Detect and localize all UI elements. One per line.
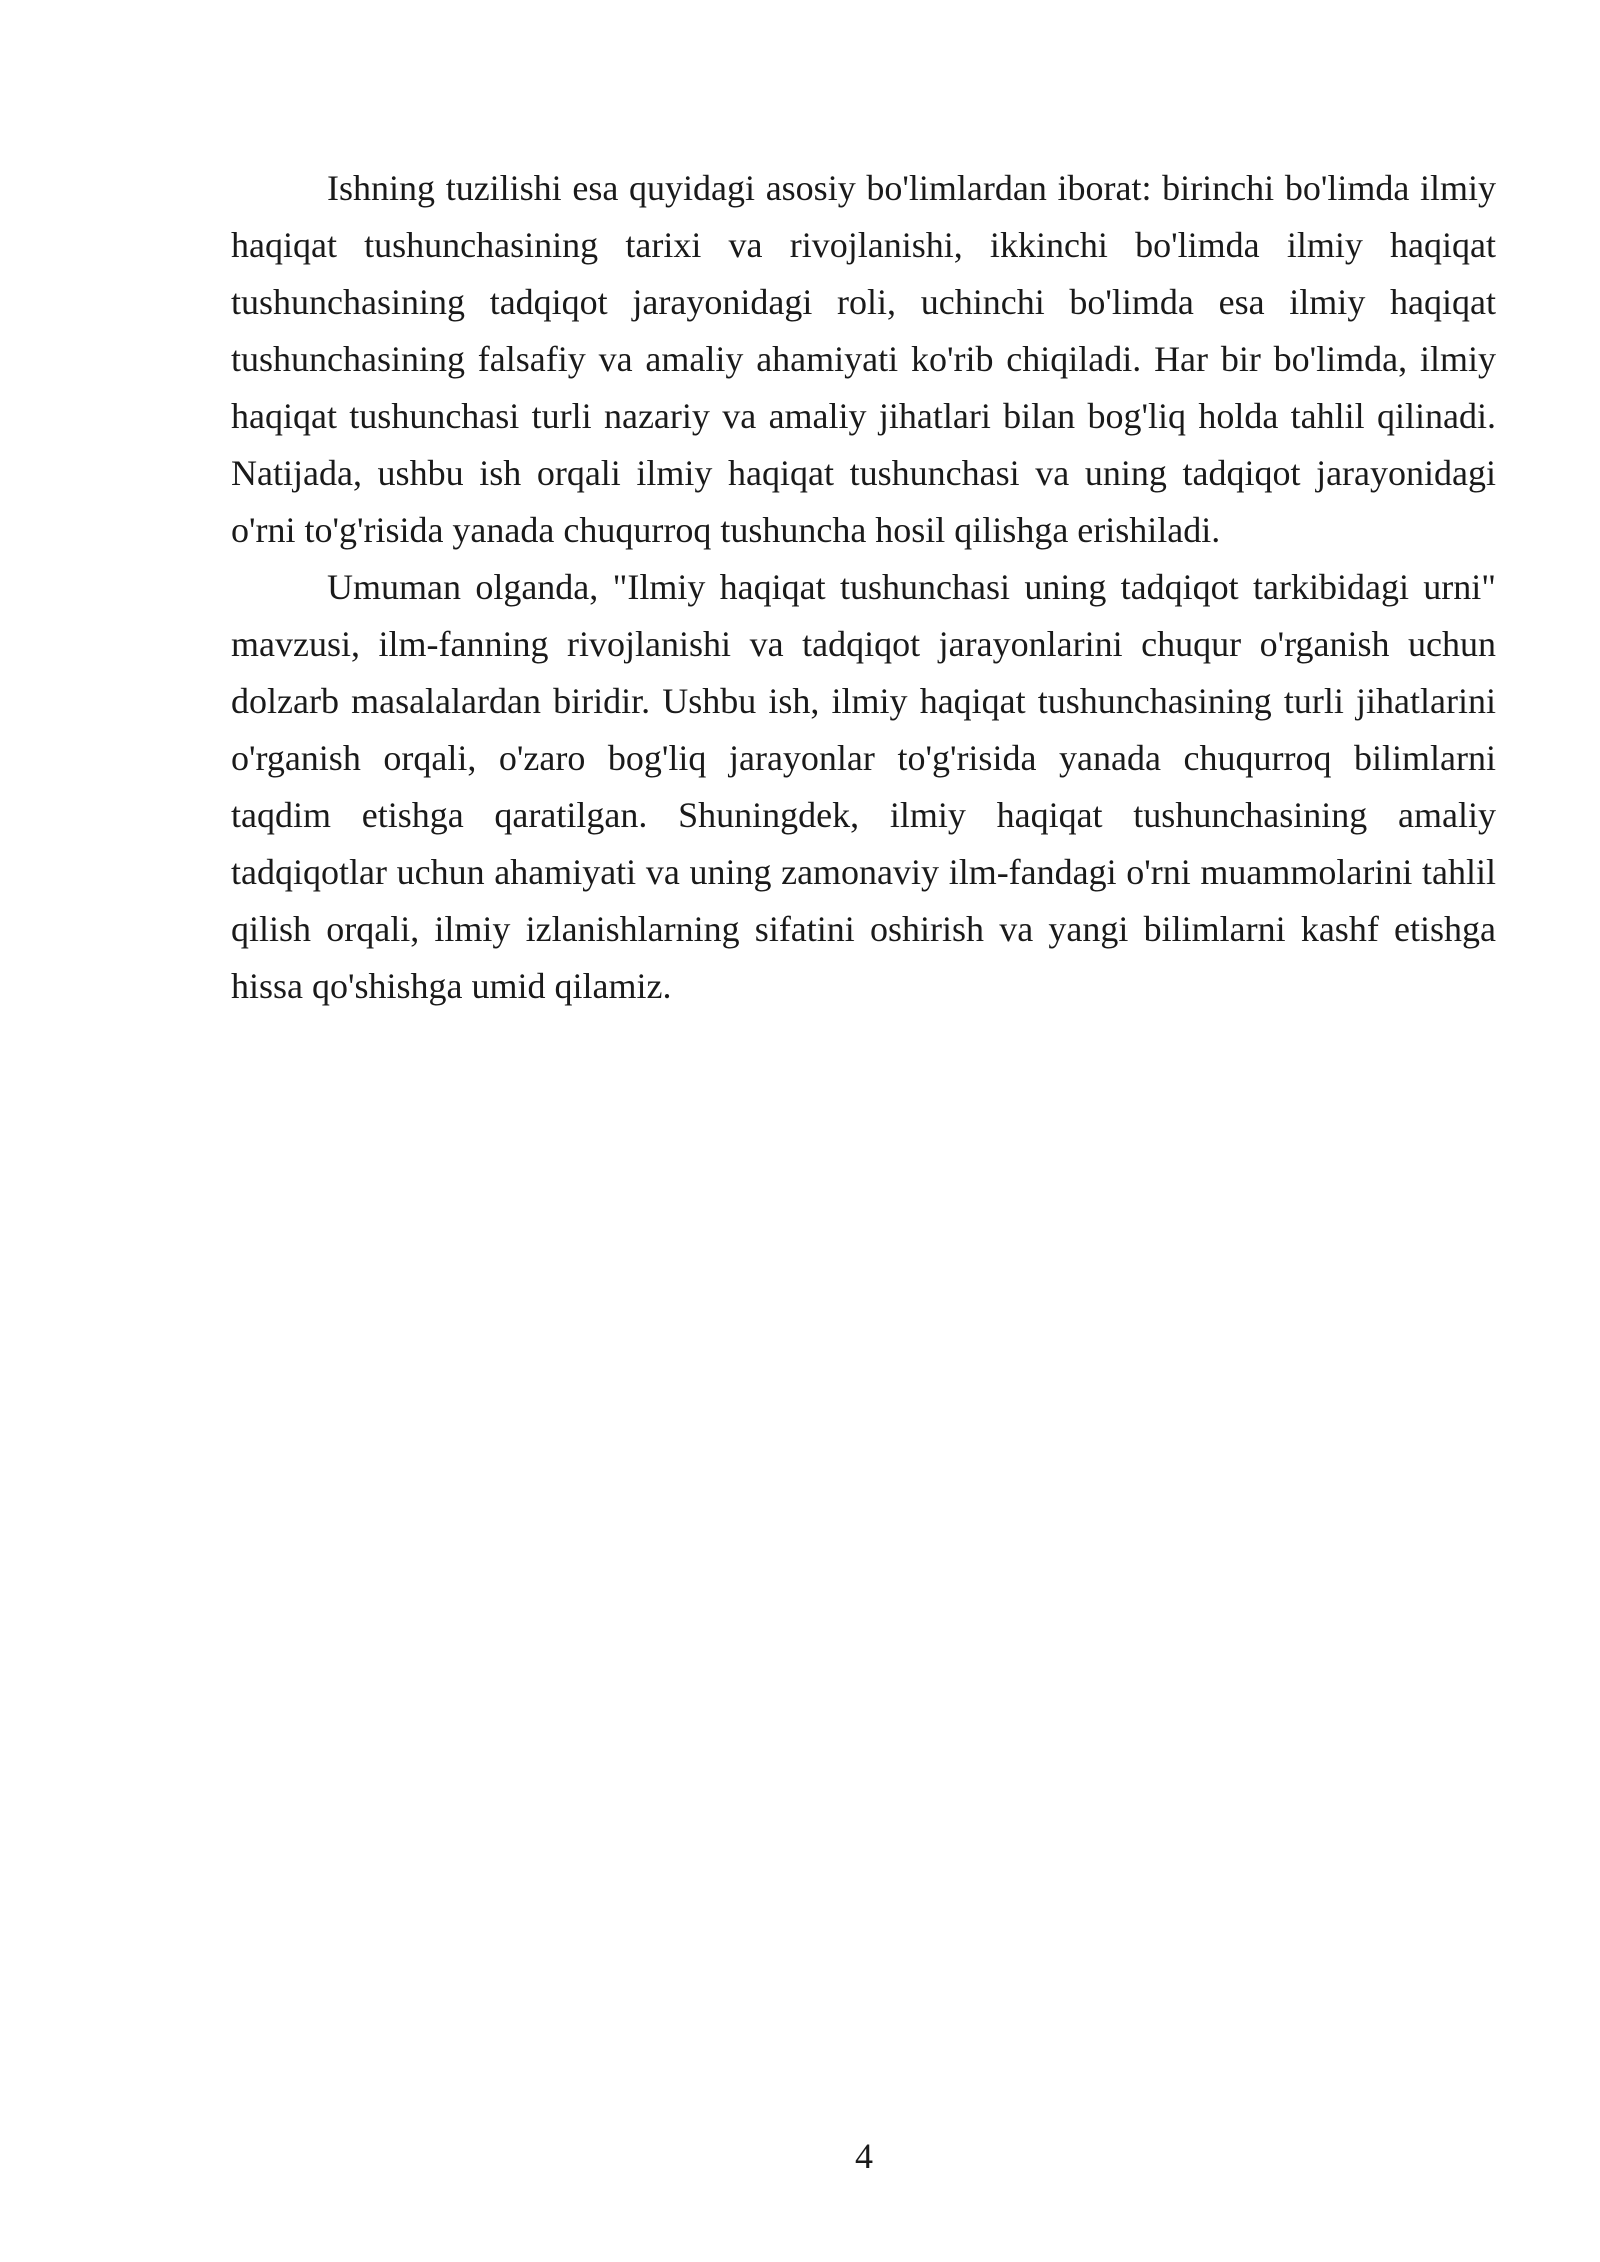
page-number: 4 bbox=[855, 2136, 873, 2176]
body-text bbox=[231, 160, 1496, 1015]
paragraph-conclusion: Umuman olganda, "Ilmiy haqiqat tushunchasi uning tadqiqot tarkibidagi urni" mavzusi, ilm-fanning rivojlanishi va tadqiqot jarayonlarini chuqur o'rganish uchun dolzarb masalalardan biridir. Ushbu ish, ilmiy haqiqat tushunchasining turli jihatlarini o'rganish orqali, o'zaro bog'liq jarayonlar to'g'risida yanada chuqurroq bilimlarni taqdim etishga qaratilgan. Shuningdek, ilmiy haqiqat tushunchasining amaliy tadqiqotlar uchun ahamiyati va uning zamonaviy ilm-fandagi o'rni muammolarini tahlil qilish orqali, ilmiy izlanishlarning sifatini oshirish va yangi bilimlarni kashf etishga hissa qo'shishga umid qilamiz. bbox=[231, 567, 1496, 1006]
paragraph-structure: Ishning tuzilishi esa quyidagi asosiy bo'limlardan iborat: birinchi bo'limda ilmiy haqiqat tushunchasining tarixi va rivojlanishi, ikkinchi bo'limda ilmiy haqiqat tushunchasining tadqiqot jarayonidagi roli, uchinchi bo'limda esa ilmiy haqiqat tushunchasining falsafiy va amaliy ahamiyati ko'rib chiqiladi. Har bir bo'limda, ilmiy haqiqat tushunchasi turli nazariy va amaliy jihatlari bilan bog'liq holda tahlil qilinadi. Natijada, ushbu ish orqali ilmiy haqiqat tushunchasi va uning tadqiqot jarayonidagi o'rni to'g'risida yanada chuqurroq tushuncha hosil qilishga erishiladi. bbox=[231, 168, 1496, 550]
